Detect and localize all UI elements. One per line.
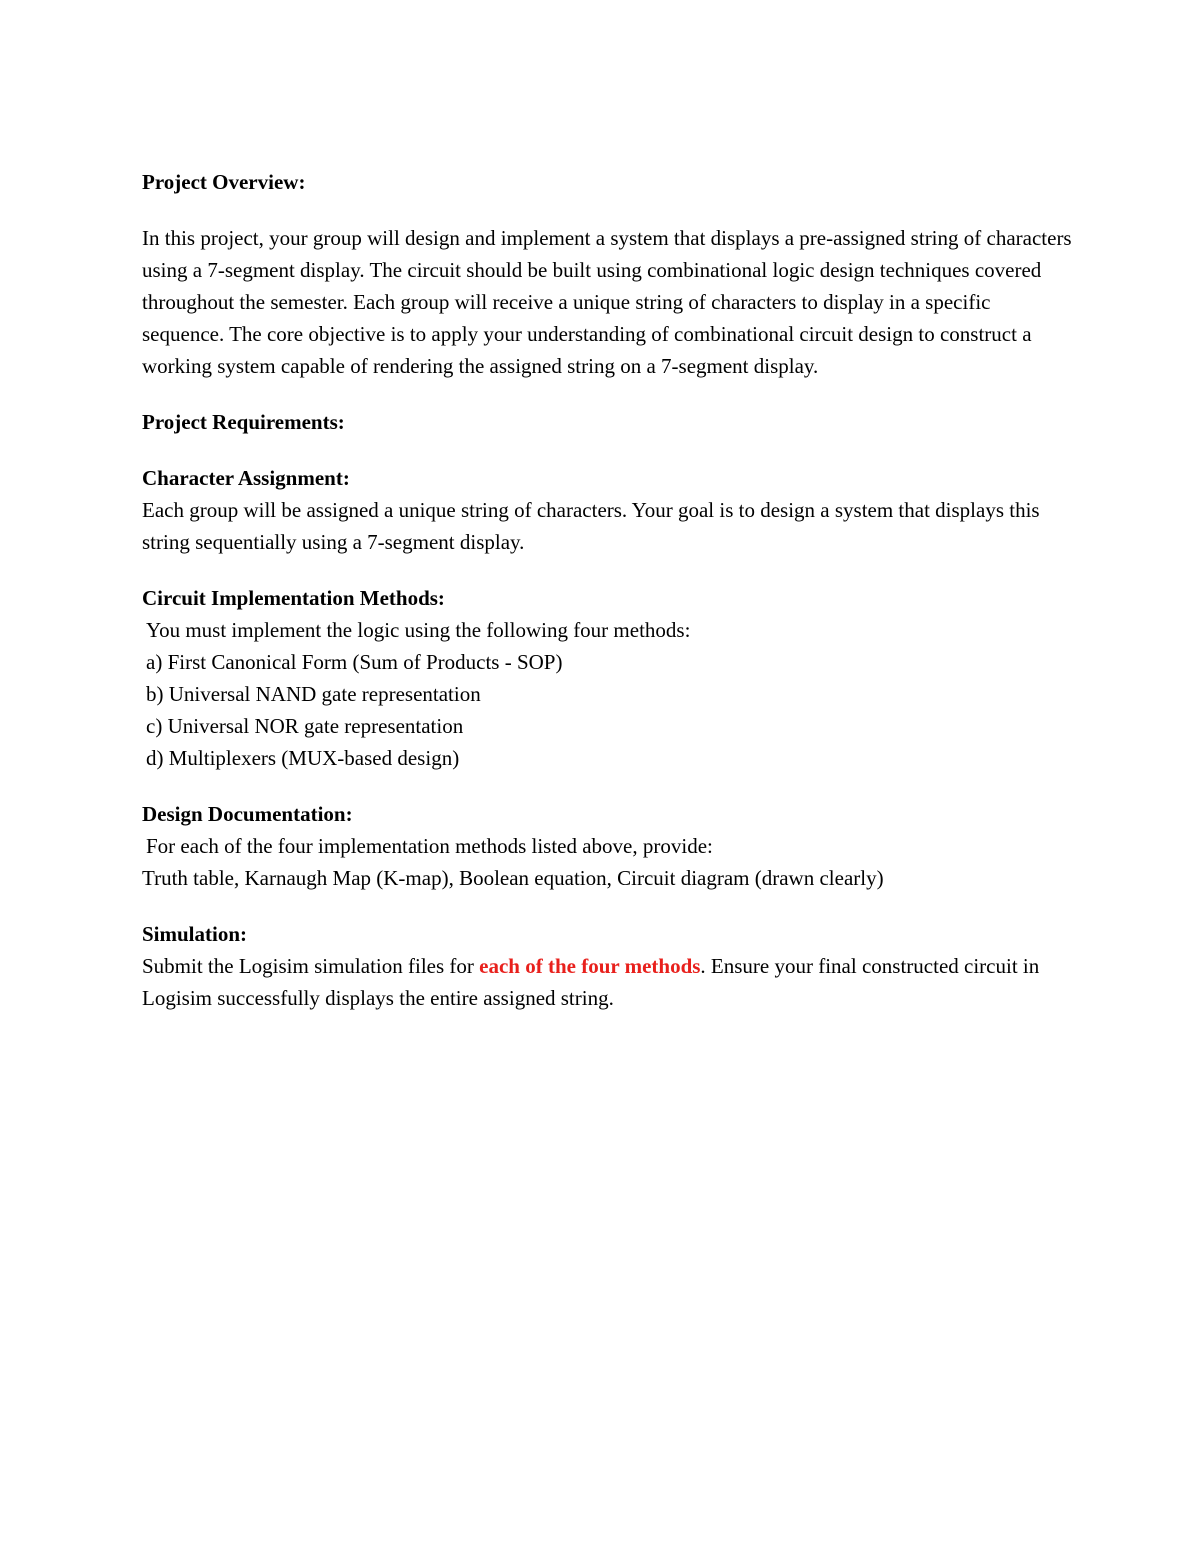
- implementation-methods-heading: Circuit Implementation Methods:: [142, 586, 445, 610]
- simulation-heading: Simulation:: [142, 922, 248, 946]
- overview-paragraph: In this project, your group will design and implement a system that displays a pre-assigned string of characters using a 7-segment display. The circuit should be built using combinational logic design techniques covered throughout the semester. Each group will receive a unique string of characters to display in a specific sequence. The core objective is to apply your understanding of combinational circuit design to construct a working system capable of rendering the assigned string on a 7-segment display.: [142, 226, 1072, 378]
- method-item: d) Multiplexers (MUX-based design): [146, 746, 460, 770]
- design-documentation-intro: For each of the four implementation methods listed above, provide:: [146, 834, 713, 858]
- method-item: a) First Canonical Form (Sum of Products - SOP): [146, 650, 563, 674]
- simulation-text-before: Submit the Logisim simulation files for: [142, 954, 480, 978]
- character-assignment-heading: Character Assignment:: [142, 466, 350, 490]
- simulation-text: [142, 950, 1072, 1014]
- method-item: c) Universal NOR gate representation: [146, 714, 464, 738]
- method-item: b) Universal NAND gate representation: [146, 682, 481, 706]
- overview-heading: Project Overview:: [142, 170, 306, 194]
- document-body: [142, 166, 1072, 1014]
- design-documentation-items: Truth table, Karnaugh Map (K-map), Boolean equation, Circuit diagram (drawn clearly): [142, 866, 884, 890]
- design-documentation-heading: Design Documentation:: [142, 802, 353, 826]
- simulation-highlight: each of the four methods: [479, 954, 701, 978]
- implementation-methods-intro: You must implement the logic using the following four methods:: [146, 618, 691, 642]
- character-assignment-text: Each group will be assigned a unique string of characters. Your goal is to design a system that displays this string sequentially using a 7-segment display.: [142, 498, 1040, 554]
- requirements-heading: Project Requirements:: [142, 410, 345, 434]
- simulation-text-after: . Ensure your final constructed circuit in Logisim successfully displays the entire assigned string.: [142, 954, 1040, 1010]
